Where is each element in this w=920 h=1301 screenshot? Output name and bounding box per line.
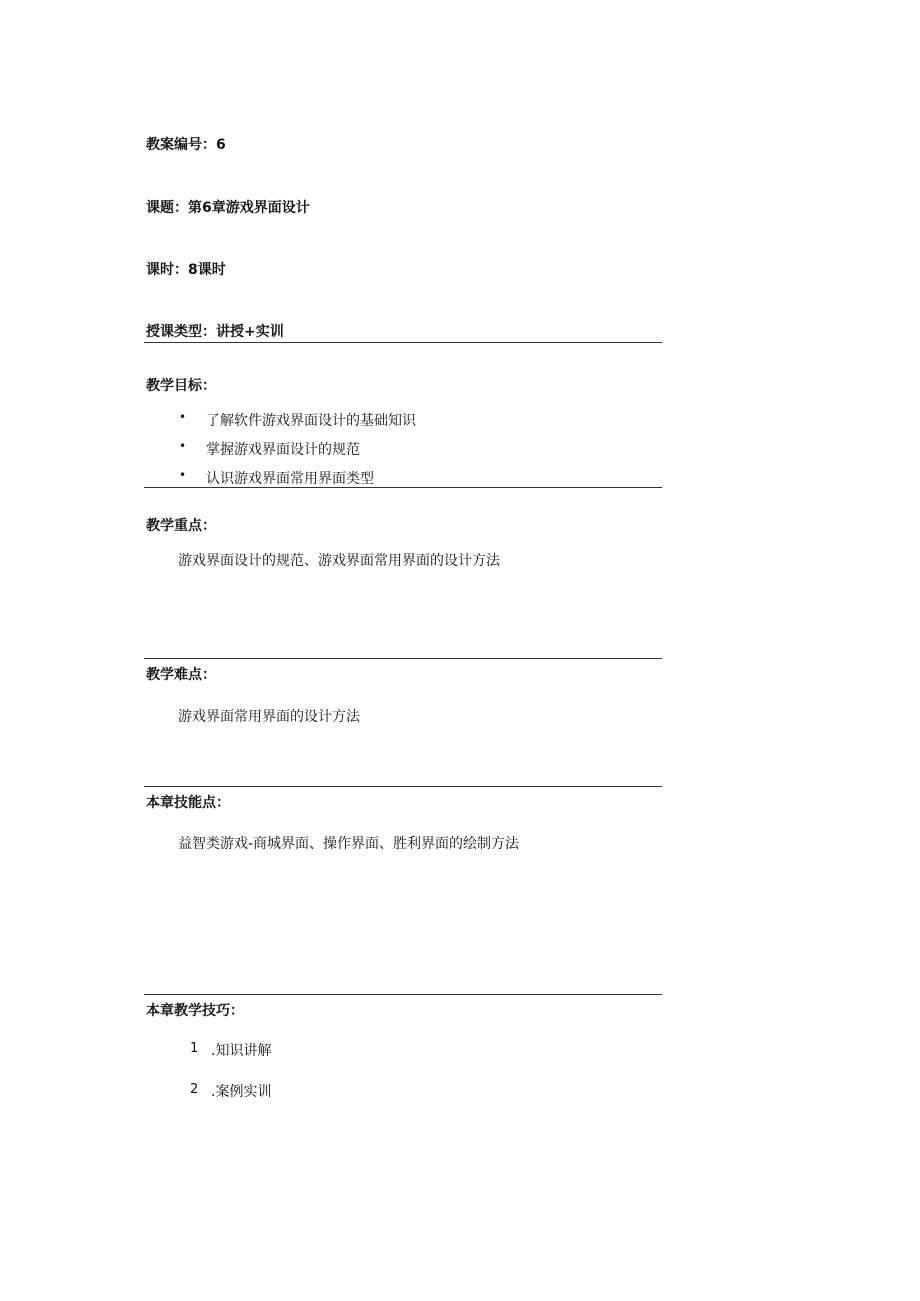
lesson-topic: 课题：第6章游戏界面设计 xyxy=(146,200,310,216)
divider xyxy=(144,658,662,659)
divider xyxy=(144,786,662,787)
technique-item: .案例实训 xyxy=(211,1084,272,1100)
divider xyxy=(144,342,662,343)
key-points-heading: 教学重点： xyxy=(146,518,216,534)
divider xyxy=(144,487,662,488)
lesson-type: 授课类型：讲授+实训 xyxy=(146,324,284,340)
objective-item: 了解软件游戏界面设计的基础知识 xyxy=(206,413,416,429)
skills-text: 益智类游戏-商城界面、操作界面、胜利界面的绘制方法 xyxy=(178,836,520,852)
technique-number: 2 xyxy=(190,1082,199,1097)
key-points-text: 游戏界面设计的规范、游戏界面常用界面的设计方法 xyxy=(178,553,500,569)
technique-item: .知识讲解 xyxy=(211,1043,272,1059)
difficulties-heading: 教学难点： xyxy=(146,667,216,683)
techniques-heading: 本章教学技巧： xyxy=(146,1003,244,1019)
objective-item: 认识游戏界面常用界面类型 xyxy=(206,471,374,487)
skills-heading: 本章技能点： xyxy=(146,795,230,811)
technique-number: 1 xyxy=(190,1041,199,1056)
lesson-hours: 课时：8课时 xyxy=(146,262,226,278)
lesson-number: 教案编号：6 xyxy=(146,137,226,153)
objective-item: 掌握游戏界面设计的规范 xyxy=(206,442,360,458)
bullet-icon: • xyxy=(179,410,187,424)
divider xyxy=(144,994,662,995)
bullet-icon: • xyxy=(179,468,187,482)
objectives-heading: 教学目标： xyxy=(146,378,216,394)
difficulties-text: 游戏界面常用界面的设计方法 xyxy=(178,709,360,725)
bullet-icon: • xyxy=(179,439,187,453)
